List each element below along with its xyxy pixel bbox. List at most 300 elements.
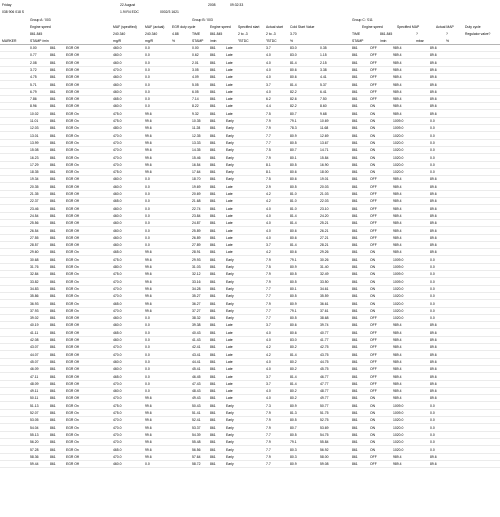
table-cell: 82.2 (290, 89, 297, 94)
table-cell: 44.41 (192, 359, 201, 364)
table-cell: 861 (50, 447, 56, 452)
table-cell: 99.6 (145, 140, 152, 145)
table-cell: Early (226, 148, 234, 153)
table-cell: 861 (210, 126, 216, 131)
table-cell: 16.90 (320, 162, 329, 167)
table-cell: 460.0 (113, 82, 122, 87)
table-cell: 480.0 (113, 126, 122, 131)
table-cell: 99.6 (145, 272, 152, 277)
table-cell: 79.1 (290, 308, 297, 313)
table-cell: 861 (352, 367, 358, 372)
table-row (0, 337, 500, 344)
table-cell: 36.61 (320, 301, 329, 306)
table-cell: 470.0 (113, 133, 122, 138)
table-cell: 4.0 (266, 235, 271, 240)
table-cell: 4.0 (266, 60, 271, 65)
table-cell: 1020.0 (393, 447, 404, 452)
table-cell: 89.6 (430, 199, 437, 204)
column-header: MAF (specified) (113, 25, 137, 29)
table-cell: 861 (352, 308, 358, 313)
table-cell: 99.6 (145, 170, 152, 175)
table-cell: 470.0 (113, 454, 122, 459)
table-cell: 51.41 (192, 411, 201, 415)
table-cell: 80.2 (290, 359, 297, 364)
table-row (0, 439, 500, 446)
table-cell: 81.4 (290, 374, 297, 379)
table-cell: 989.4 (393, 46, 402, 50)
table-row (0, 228, 500, 235)
table-cell: 0.0 (430, 155, 435, 160)
table-cell: 56.20 (30, 440, 39, 445)
table-cell: 89.6 (430, 228, 437, 233)
table-cell: 0.0 (430, 257, 435, 262)
table-cell: 861 (50, 119, 56, 123)
table-cell: 99.6 (145, 162, 152, 167)
table-cell: Early (226, 265, 234, 269)
table-cell: 0.77 (30, 53, 37, 58)
table-row (0, 315, 500, 322)
column-header: Engine speed (210, 25, 231, 29)
column-header: ? (446, 32, 448, 36)
table-cell: Early (226, 170, 234, 175)
table-cell: 861 (50, 235, 56, 240)
table-cell: Early (226, 418, 234, 423)
table-cell: 99.6 (145, 308, 152, 313)
table-cell: ON (370, 294, 376, 299)
table-cell: 470.0 (113, 345, 122, 350)
table-cell: 0.0 (145, 89, 150, 94)
table-cell: Early (226, 140, 234, 145)
table-cell: 99.6 (145, 119, 152, 123)
table-cell: 1020.0 (393, 440, 404, 445)
column-header: Engine speed (30, 25, 51, 29)
table-cell: 861 (210, 89, 216, 94)
table-cell: EGR Off (66, 177, 79, 182)
table-cell: 460.0 (113, 221, 122, 226)
table-cell: Late (226, 352, 233, 357)
table-cell: 861 (50, 396, 56, 401)
table-cell: OFF (370, 89, 377, 94)
table-cell: 80.6 (290, 323, 297, 328)
table-cell: EGR Off (66, 359, 79, 364)
column-header: 2 to -3 (266, 32, 276, 36)
table-cell: Late (226, 199, 233, 204)
table-cell: 39.02 (30, 316, 39, 321)
table-cell: 7.3 (266, 403, 271, 408)
table-cell: 861 (50, 184, 56, 189)
table-cell: 37.93 (30, 308, 39, 313)
table-row (0, 235, 500, 242)
table-cell: EGR Off (66, 396, 79, 401)
table-cell: 989.4 (393, 228, 402, 233)
table-cell: 27.55 (30, 235, 39, 240)
table-cell: 861 (210, 148, 216, 153)
table-cell: 13.99 (30, 140, 39, 145)
table-cell: 12.03 (30, 126, 39, 131)
table-cell: ON (370, 162, 376, 167)
table-cell: 861 (50, 206, 56, 211)
table-cell: 0.35 (320, 46, 327, 50)
table-cell: 36.93 (30, 301, 39, 306)
table-cell: 42.75 (320, 345, 329, 350)
table-cell: 465.0 (113, 447, 122, 452)
table-cell: 58.36 (30, 454, 39, 459)
table-cell: 99.6 (145, 279, 152, 284)
table-cell: Late (226, 359, 233, 364)
table-cell: 32.49 (320, 272, 329, 277)
table-cell: 53.05 (30, 418, 39, 423)
table-cell: 89.6 (430, 389, 437, 394)
table-cell: 27.89 (192, 243, 201, 248)
table-cell: 460.0 (113, 104, 122, 109)
table-cell: 989.4 (393, 243, 402, 248)
table-cell: 54.75 (320, 432, 329, 437)
table-cell: Late (226, 67, 233, 72)
table-cell: 89.6 (430, 454, 437, 459)
table-cell: EGR Off (66, 338, 79, 342)
table-cell: 14.71 (320, 148, 329, 153)
table-cell: 33.16 (192, 279, 201, 284)
table-cell: 1020.0 (393, 170, 404, 175)
table-cell: 460.0 (113, 206, 122, 211)
table-cell: 38.32 (192, 316, 201, 321)
table-cell: 861 (210, 308, 216, 313)
table-cell: 89.6 (430, 323, 437, 328)
table-cell: 460.0 (113, 213, 122, 218)
table-cell: 861 (352, 359, 358, 364)
table-cell: OFF (370, 374, 377, 379)
table-cell: 989.4 (393, 235, 402, 240)
table-row (0, 308, 500, 315)
table-cell: Late (226, 104, 233, 109)
table-cell: 23.84 (192, 213, 201, 218)
table-cell: 861 (50, 67, 56, 72)
table-cell: EGR Off (66, 67, 79, 72)
column-header: MARKER (2, 39, 17, 43)
table-cell: Late (226, 75, 233, 80)
table-cell: 17.64 (192, 170, 201, 175)
table-cell: 0.0 (145, 338, 150, 342)
table-cell: ON (370, 308, 376, 313)
table-cell: 989.4 (393, 454, 402, 459)
table-cell: Late (226, 389, 233, 394)
table-cell: OFF (370, 97, 377, 102)
table-cell: OFF (370, 199, 377, 204)
table-row (0, 366, 500, 373)
table-cell: OFF (370, 462, 377, 467)
table-cell: 861 (50, 60, 56, 65)
table-cell: 52.07 (30, 411, 39, 415)
table-cell: 0.0 (145, 82, 150, 87)
table-cell: 470.0 (113, 308, 122, 313)
table-cell: ON (370, 250, 376, 255)
column-header: TIME (352, 32, 361, 36)
table-cell: 2.01 (192, 60, 199, 65)
table-cell: 80.1 (290, 286, 297, 291)
table-cell: 1009.0 (393, 257, 404, 262)
table-cell: Early (226, 162, 234, 167)
table-cell: 81.4 (290, 82, 297, 87)
table-cell: Early (226, 133, 234, 138)
table-cell: 475.0 (113, 111, 122, 116)
table-cell: 861 (352, 345, 358, 350)
table-row (0, 279, 500, 286)
table-cell: 861 (352, 104, 358, 109)
table-cell: 861 (352, 250, 358, 255)
table-cell: 0.0 (145, 67, 150, 72)
table-cell: 99.6 (145, 440, 152, 445)
table-cell: 99.6 (145, 454, 152, 459)
table-cell: 861 (352, 60, 358, 65)
table-cell: 861 (50, 250, 56, 255)
table-cell: 861 (352, 286, 358, 291)
column-header: Cold Start Value (290, 25, 315, 29)
table-cell: 861 (210, 454, 216, 459)
table-cell: ON (370, 440, 376, 445)
table-cell: EGR Off (66, 374, 79, 379)
table-cell: 861 (50, 199, 56, 204)
table-cell: 89.6 (430, 462, 437, 467)
table-cell: 861 (210, 359, 216, 364)
table-cell: 4.4 (266, 104, 271, 109)
table-row (0, 454, 500, 461)
table-row (0, 89, 500, 96)
table-cell: 0.0 (430, 440, 435, 445)
table-cell: 861 (352, 192, 358, 196)
table-cell: 861 (50, 338, 56, 342)
table-cell: 861 (210, 155, 216, 160)
table-cell: 2.9 (266, 184, 271, 189)
table-cell: Late (226, 323, 233, 328)
column-header: 240.340 (113, 32, 126, 36)
table-cell: 89.6 (430, 367, 437, 372)
table-cell: Early (226, 432, 234, 437)
table-cell: 31.76 (30, 265, 39, 269)
table-cell: 56.92 (320, 447, 329, 452)
table-cell: 989.4 (393, 374, 402, 379)
table-row (0, 359, 500, 366)
table-cell: 460.0 (113, 359, 122, 364)
table-row (0, 147, 500, 154)
table-row (0, 271, 500, 278)
table-cell: Early (226, 279, 234, 284)
table-cell: 861 (50, 257, 56, 262)
table-cell: 7.9 (266, 454, 271, 459)
table-cell: 32.84 (30, 272, 39, 277)
table-cell: Late (226, 60, 233, 65)
table-cell: 8.96 (30, 104, 37, 109)
table-cell: EGR On (66, 119, 79, 123)
table-cell: 49.43 (192, 396, 201, 401)
table-cell: Late (226, 82, 233, 87)
table-row (0, 213, 500, 220)
table-cell: 89.6 (430, 338, 437, 342)
table-cell: 32.12 (192, 272, 201, 277)
table-cell: 80.6 (290, 228, 297, 233)
header-line-1 (0, 2, 500, 9)
table-cell: ON (370, 396, 376, 401)
table-cell: EGR Off (66, 75, 79, 80)
table-cell: 465.0 (113, 301, 122, 306)
table-cell: 7.7 (266, 133, 271, 138)
table-cell: EGR On (66, 155, 79, 160)
table-cell: Early (226, 177, 234, 182)
table-row (0, 169, 500, 176)
table-cell: 861 (210, 257, 216, 262)
table-cell: 460.0 (113, 53, 122, 58)
table-cell: 80.6 (290, 75, 297, 80)
table-cell: 11.01 (30, 119, 39, 123)
table-cell: 861 (50, 272, 56, 277)
table-cell: 0.0 (145, 177, 150, 182)
table-cell: 80.9 (290, 133, 297, 138)
table-cell: 0.0 (145, 389, 150, 394)
table-row (0, 176, 500, 183)
table-cell: 80.6 (290, 170, 297, 175)
table-cell: EGR On (66, 411, 79, 415)
table-cell: 861 (50, 265, 56, 269)
table-cell: 861 (50, 126, 56, 131)
table-cell: 460.0 (113, 243, 122, 248)
table-cell: ON (370, 432, 376, 437)
table-cell: Early (226, 119, 234, 123)
column-header: mg/R (113, 39, 122, 43)
table-row (0, 67, 500, 74)
table-cell: 861 (210, 286, 216, 291)
code-label: 0002/3 1621 (160, 10, 179, 14)
table-cell: 24.87 (192, 221, 201, 226)
table-cell: EGR Off (66, 462, 79, 467)
table-cell: 861 (50, 440, 56, 445)
table-cell: 89.6 (430, 345, 437, 350)
table-cell: 989.4 (393, 75, 402, 80)
table-cell: 79.1 (290, 257, 297, 262)
table-cell: 11.68 (320, 126, 329, 131)
table-cell: 0.0 (430, 425, 435, 430)
table-cell: OFF (370, 345, 377, 350)
column-header: 861.845 (30, 32, 43, 36)
column-header: MAF (actual) (145, 25, 165, 29)
table-cell: 861 (210, 462, 216, 467)
table-cell: ON (370, 257, 376, 262)
table-cell: 861 (352, 89, 358, 94)
table-cell: 99.6 (145, 432, 152, 437)
table-cell: 460.0 (113, 192, 122, 196)
table-row (0, 140, 500, 147)
table-cell: 989.4 (393, 104, 402, 109)
table-row (0, 301, 500, 308)
table-cell: 0.0 (145, 53, 150, 58)
table-cell: 12.69 (320, 133, 329, 138)
table-cell: 21.03 (320, 192, 329, 196)
table-cell: 460.0 (113, 367, 122, 372)
table-cell: 20.03 (320, 184, 329, 189)
table-cell: 89.6 (430, 396, 437, 401)
table-cell: 989.4 (393, 192, 402, 196)
table-cell: 989.4 (393, 111, 402, 116)
table-cell: 0.0 (145, 192, 150, 196)
table-cell: 861 (210, 133, 216, 138)
table-cell: 35.27 (192, 294, 201, 299)
table-cell: 989.4 (393, 221, 402, 226)
table-cell: 4.09 (192, 75, 199, 80)
table-cell: 80.5 (290, 279, 297, 284)
table-cell: 26.54 (30, 228, 39, 233)
table-cell: EGR On (66, 133, 79, 138)
table-cell: 43.07 (30, 345, 39, 350)
table-cell: 18.00 (320, 170, 329, 175)
table-cell: 0.0 (145, 97, 150, 102)
table-row (0, 461, 500, 468)
table-cell: 80.2 (290, 367, 297, 372)
table-cell: 10.02 (30, 111, 39, 116)
table-cell: Late (226, 111, 233, 116)
table-cell: 861 (50, 221, 56, 226)
column-header: 861.845 (380, 32, 393, 36)
table-cell: 861 (352, 177, 358, 182)
table-cell: 89.6 (430, 213, 437, 218)
table-cell: 80.5 (290, 294, 297, 299)
table-cell: 81.0 (290, 206, 297, 211)
table-cell: 55.13 (30, 432, 39, 437)
table-cell: 79.1 (290, 440, 297, 445)
table-cell: 465.0 (113, 250, 122, 255)
table-cell: 51.13 (30, 403, 39, 408)
table-cell: 7.7 (266, 294, 271, 299)
table-cell: 861 (352, 206, 358, 211)
table-cell: 4.2 (266, 345, 271, 350)
table-cell: 15.46 (192, 155, 201, 160)
table-cell: EGR On (66, 440, 79, 445)
table-cell: Late (226, 235, 233, 240)
table-cell: 16.23 (30, 155, 39, 160)
table-cell: 1020.0 (393, 308, 404, 313)
table-cell: 47.43 (192, 381, 201, 386)
table-cell: 0.0 (430, 286, 435, 291)
table-cell: 460.0 (113, 46, 122, 50)
table-cell: 33.82 (30, 279, 39, 284)
table-cell: 83.0 (290, 46, 297, 50)
table-cell: 80.5 (290, 184, 297, 189)
table-cell: 989.4 (393, 213, 402, 218)
table-cell: OFF (370, 46, 377, 50)
table-cell: 989.4 (393, 67, 402, 72)
table-cell: 1020.0 (393, 155, 404, 160)
table-cell: EGR On (66, 286, 79, 291)
column-header: /min (210, 39, 217, 43)
table-cell: 861 (352, 411, 358, 415)
table-row (0, 432, 500, 439)
table-cell: 470.0 (113, 396, 122, 401)
table-cell: 470.0 (113, 432, 122, 437)
table-cell: 25.21 (320, 221, 329, 226)
table-cell: 0.00 (30, 46, 37, 50)
table-cell: 80.7 (290, 148, 297, 153)
table-cell: 99.6 (145, 396, 152, 401)
table-cell: EGR Off (66, 389, 79, 394)
table-cell: 861 (352, 454, 358, 459)
table-cell: 861 (352, 67, 358, 72)
table-cell: 7.9 (266, 279, 271, 284)
table-cell: 989.4 (393, 359, 402, 364)
table-cell: EGR Off (66, 228, 79, 233)
table-cell: OFF (370, 228, 377, 233)
table-cell: OFF (370, 381, 377, 386)
table-cell: 89.6 (430, 89, 437, 94)
table-cell: 89.6 (430, 243, 437, 248)
table-cell: 78.3 (290, 126, 297, 131)
table-cell: 989.4 (393, 206, 402, 211)
